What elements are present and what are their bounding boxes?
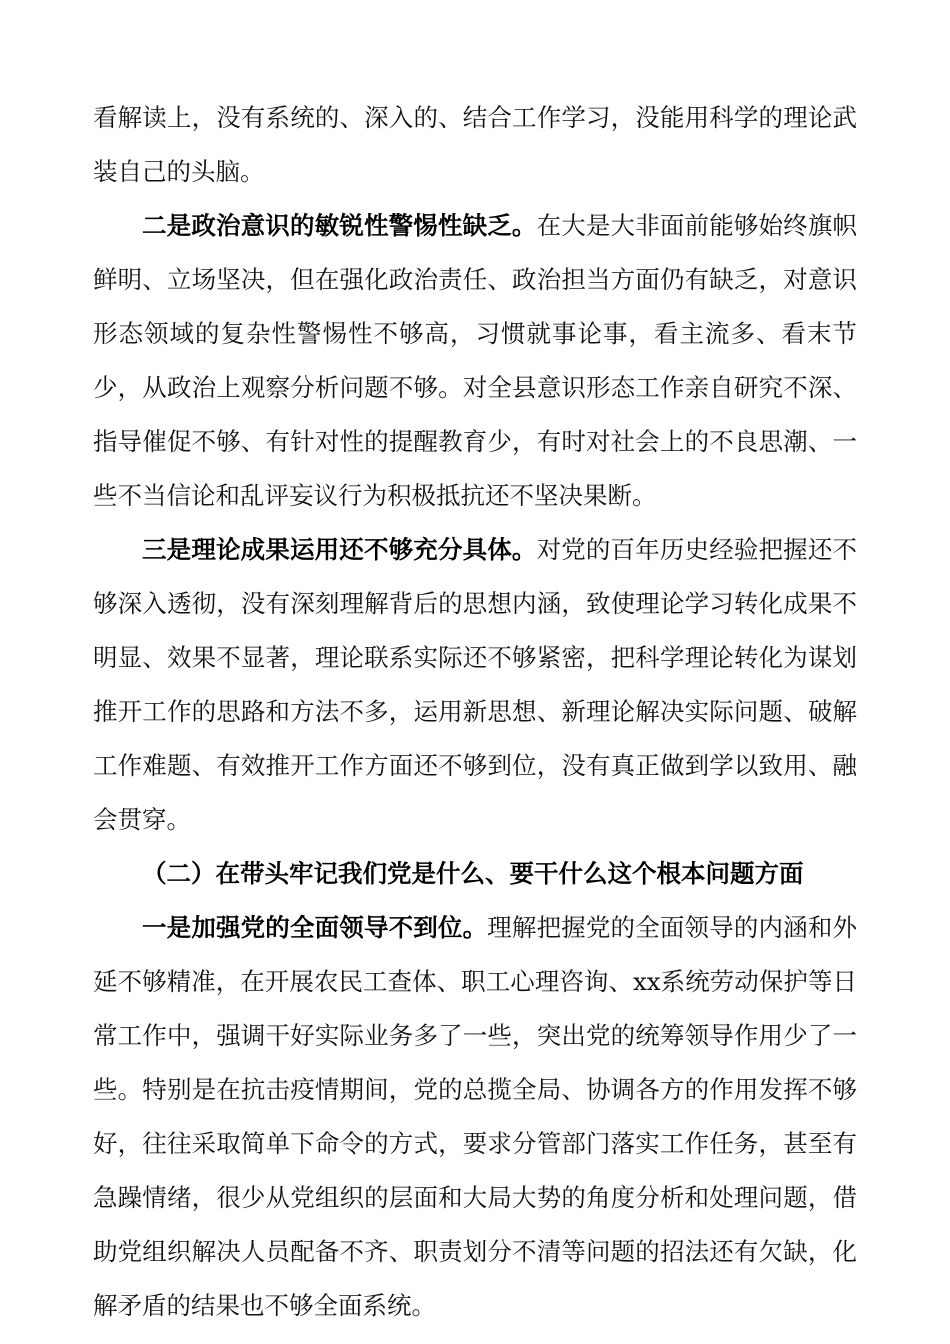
paragraph-theory-application bbox=[93, 523, 857, 847]
paragraph-text: 对党的百年历史经验把握还不够深入透彻，没有深刻理解背后的思想内涵，致使理论学习转化成果不明显、效果不显著，理论联系实际还不够紧密，把科学理论转化为谋划推开工作的思路和方法不多，运用新思想、新理论解决实际问题、破解工作难题、有效推开工作方面还不够到位，没有真正做到学以致用、融会贯穿。 bbox=[93, 535, 858, 834]
paragraph-text: 理解把握党的全面领导的内涵和外延不够精准，在开展农民工查体、职工心理咨询、xx系统劳动保护等日常工作中，强调干好实际业务多了一些，突出党的统筹领导作用少了一些。特别是在抗击疫情期间，党的总揽全局、协调各方的作用发挥不够好，往往采取简单下命令的方式，要求分管部门落实工作任务，甚至有急躁情绪，很少从党组织的层面和大局大势的角度分析和处理问题，借助党组织解决人员配备不齐、职责划分不清等问题的招法还有欠缺，化解矛盾的结果也不够全面系统。 bbox=[93, 913, 857, 1320]
paragraph-lead: 一是加强党的全面领导不到位。 bbox=[142, 913, 488, 942]
paragraph-continuation: 看解读上，没有系统的、深入的、结合工作学习，没能用科学的理论武装自己的头脑。 bbox=[93, 103, 857, 186]
paragraph-political-awareness bbox=[93, 199, 857, 523]
section-heading: （二）在带头牢记我们党是什么、要干什么这个根本问题方面 bbox=[142, 859, 804, 888]
paragraph-lead: 三是理论成果运用还不够充分具体。 bbox=[142, 535, 537, 564]
paragraph-text: 在大是大非面前能够始终旗帜鲜明、立场坚决，但在强化政治责任、政治担当方面仍有缺乏，对意识形态领域的复杂性警惕性不够高，习惯就事论事，看主流多、看末节少，从政治上观察分析问题不够。对全县意识形态工作亲自研究不深、指导催促不够、有针对性的提醒教育少，有时对社会上的不良思潮、一些不当信论和乱评妄议行为积极抵抗还不坚决果断。 bbox=[93, 211, 858, 510]
paragraph-party-leadership bbox=[93, 901, 857, 1333]
paragraph-lead: 二是政治意识的敏锐性警惕性缺乏。 bbox=[142, 211, 537, 240]
document-body bbox=[93, 91, 857, 1333]
